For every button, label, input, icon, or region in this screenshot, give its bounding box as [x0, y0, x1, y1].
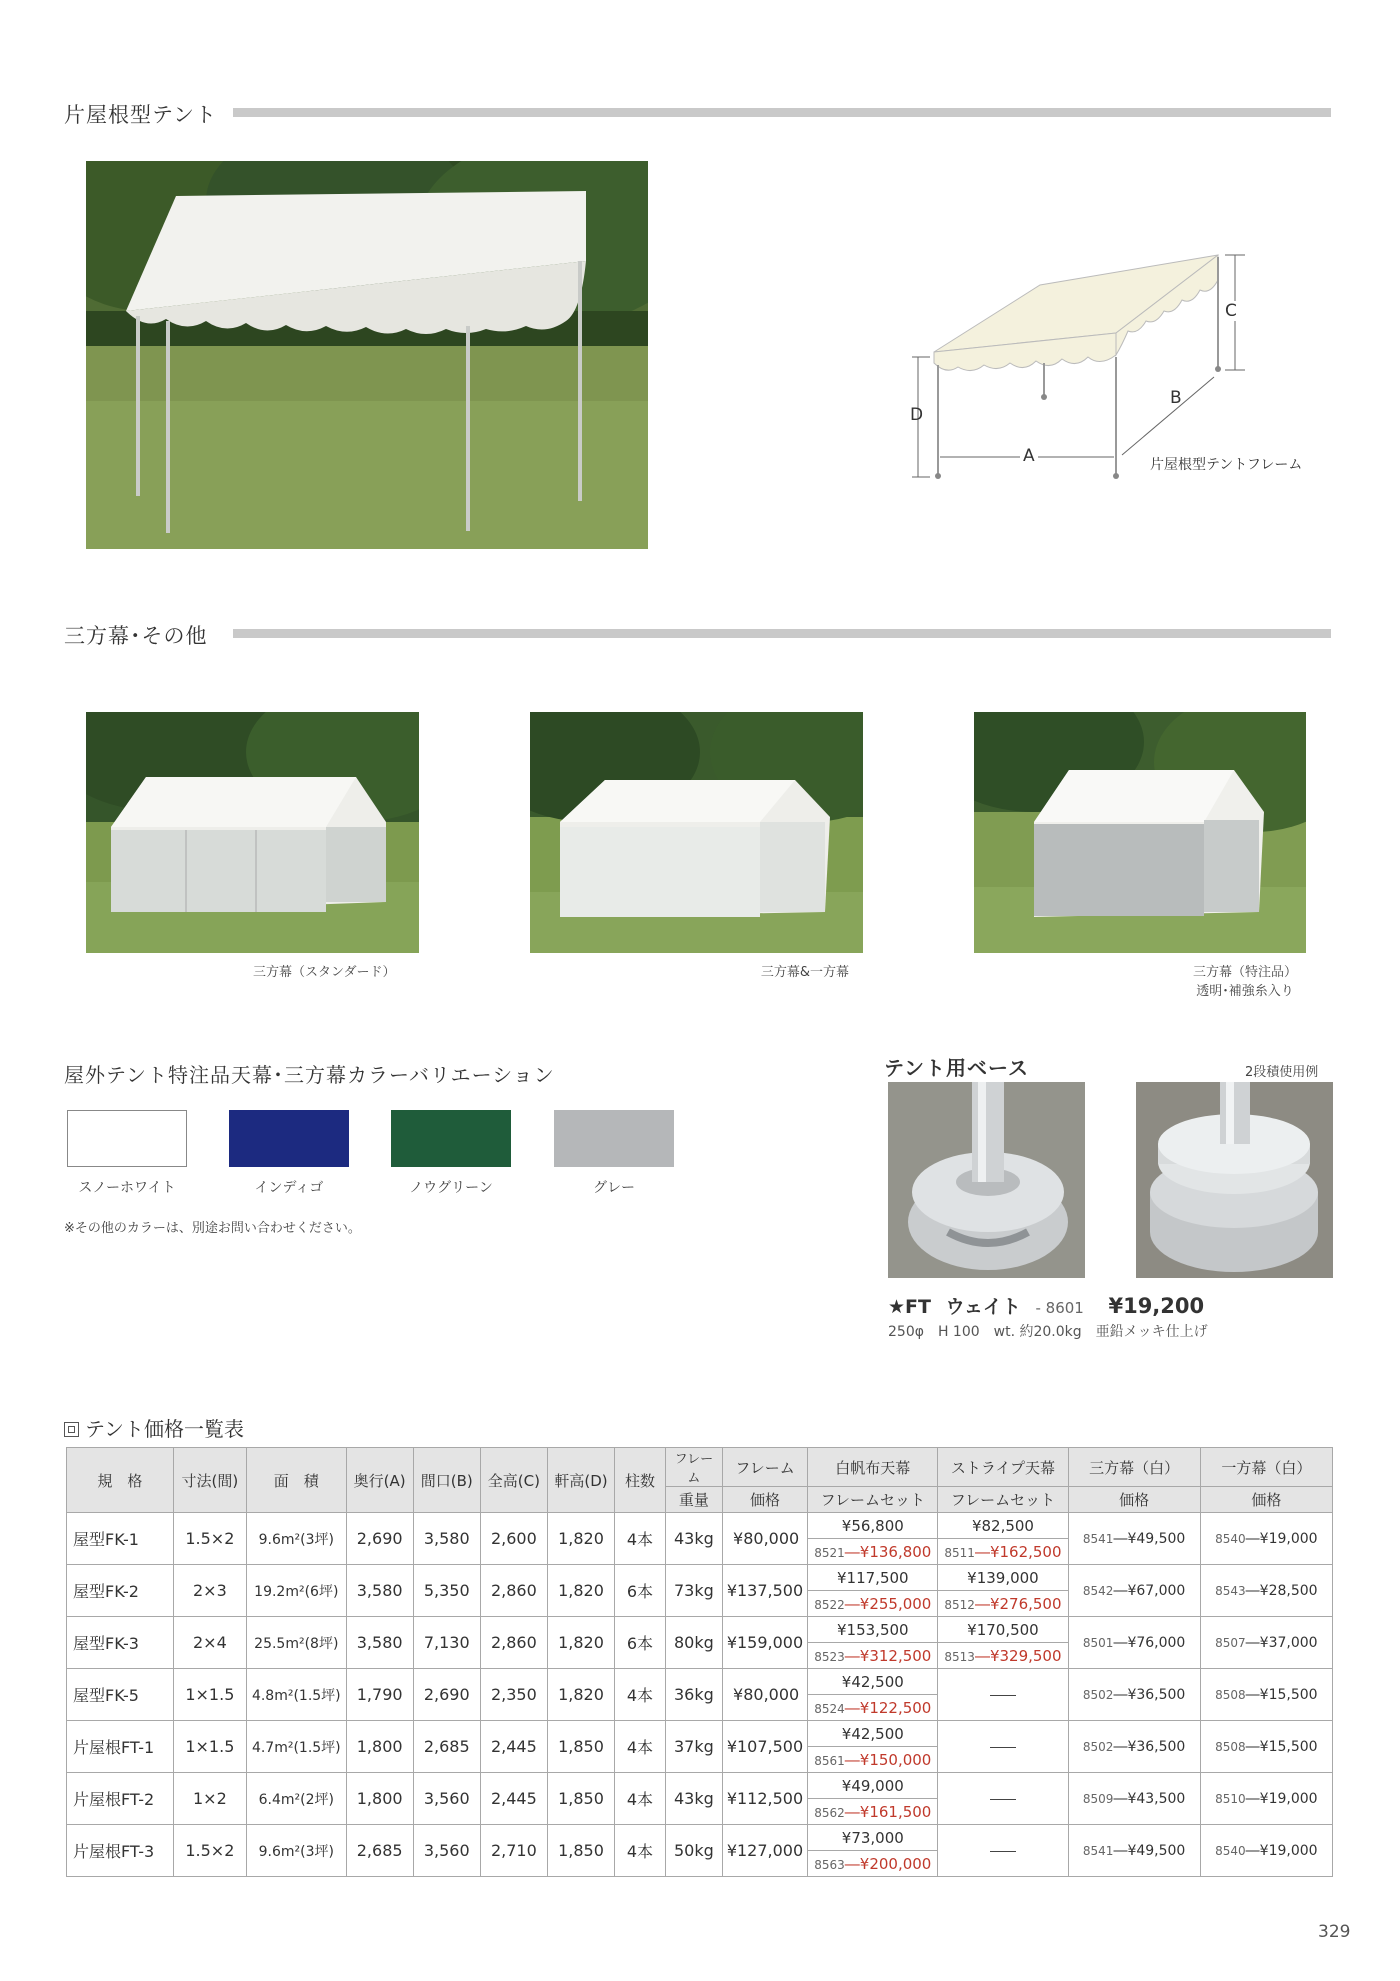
- shiro-set-price: ¥122,500: [859, 1698, 932, 1717]
- shiro-set-price: ¥136,800: [859, 1542, 932, 1561]
- cell-menseki: 4.7m²(1.5坪): [246, 1721, 346, 1773]
- sanpo-code: 8542: [1082, 1583, 1114, 1598]
- cell-nokidaka: 1,850: [547, 1773, 614, 1825]
- cell-nokidaka: 1,820: [547, 1565, 614, 1617]
- price-table: [66, 1447, 1333, 1877]
- cell-shiro-set: 8524―¥122,500: [808, 1695, 938, 1721]
- cell-sanpo: 8541―¥49,500: [1068, 1513, 1200, 1565]
- cell-okuyuki: 1,790: [346, 1669, 413, 1721]
- cell-ippo: 8543―¥28,500: [1200, 1565, 1332, 1617]
- shiro-code: 8562: [814, 1805, 845, 1820]
- dim-d-label: D: [910, 405, 924, 425]
- shiro-code: 8563: [814, 1857, 845, 1872]
- weight-name: ウェイト: [945, 1296, 1021, 1318]
- cell-hashira: 6本: [615, 1617, 666, 1669]
- frame-diagram-label: 片屋根型テントフレーム: [1150, 457, 1303, 473]
- cell-zendaka: 2,860: [480, 1565, 547, 1617]
- swatch-label: スノーホワイト: [78, 1180, 176, 1196]
- header-menseki: 面 積: [246, 1448, 346, 1513]
- cell-weight: 50kg: [665, 1825, 722, 1877]
- header-sanpo-sub: 価格: [1068, 1487, 1200, 1513]
- table-row: [67, 1565, 1333, 1591]
- cell-stripe-set: 8512―¥276,500: [938, 1591, 1068, 1617]
- cell-shiro-price: ¥42,500: [808, 1669, 938, 1695]
- cell-ippo: 8508―¥15,500: [1200, 1721, 1332, 1773]
- cell-maguchi: 3,580: [413, 1513, 480, 1565]
- cell-stripe-price: ¥82,500: [938, 1513, 1068, 1539]
- section-divider: [233, 629, 1331, 638]
- cell-shiro-set: 8521―¥136,800: [808, 1539, 938, 1565]
- frame-diagram: [900, 245, 1320, 485]
- table-row: [67, 1773, 1333, 1799]
- cell-maguchi: 3,560: [413, 1773, 480, 1825]
- ippo-code: 8510: [1215, 1791, 1246, 1806]
- stripe-code: 8512: [944, 1597, 975, 1612]
- dash-mark: [990, 1799, 1016, 1800]
- cell-shiro-price: ¥153,500: [808, 1617, 938, 1643]
- page-number: 329: [1318, 1922, 1351, 1942]
- weight-price: ¥19,200: [1108, 1294, 1205, 1318]
- cell-weight: 36kg: [665, 1669, 722, 1721]
- cell-shiro-set: 8522―¥255,000: [808, 1591, 938, 1617]
- cell-sanpo: 8541―¥49,500: [1068, 1825, 1200, 1877]
- sanpo-price: ¥36,500: [1127, 1738, 1186, 1755]
- swatch-green: [391, 1110, 511, 1167]
- cell-maguchi: 5,350: [413, 1565, 480, 1617]
- cell-shiro-set: 8563―¥200,000: [808, 1851, 938, 1877]
- cell-sunpo: 1.5×2: [173, 1513, 246, 1565]
- header-stripe: ストライプ天幕: [938, 1448, 1068, 1487]
- dash-mark: [990, 1695, 1016, 1696]
- header-shiro-sub: フレームセット: [808, 1487, 938, 1513]
- cell-stripe-price: ¥170,500: [938, 1617, 1068, 1643]
- cell-okuyuki: 2,690: [346, 1513, 413, 1565]
- cell-maguchi: 2,690: [413, 1669, 480, 1721]
- cell-weight: 37kg: [665, 1721, 722, 1773]
- swatch-snow-white: [67, 1110, 187, 1167]
- ippo-price: ¥15,500: [1259, 1686, 1318, 1703]
- cell-kikaku: 屋型FK-3: [67, 1617, 174, 1669]
- cell-weight: 73kg: [665, 1565, 722, 1617]
- cell-shiro-price: ¥49,000: [808, 1773, 938, 1799]
- ippo-price: ¥19,000: [1259, 1530, 1318, 1547]
- cell-menseki: 19.2m²(6坪): [246, 1565, 346, 1617]
- dim-a-label: A: [1020, 446, 1038, 466]
- cell-hashira: 4本: [615, 1669, 666, 1721]
- cell-weight: 43kg: [665, 1513, 722, 1565]
- cell-frame-price: ¥80,000: [722, 1669, 807, 1721]
- cell-hashira: 4本: [615, 1513, 666, 1565]
- cell-frame-price: ¥112,500: [722, 1773, 807, 1825]
- base-example-label: 2段積使用例: [1245, 1065, 1319, 1080]
- stripe-set-price: ¥276,500: [989, 1594, 1062, 1613]
- section-title-base: テント用ベース: [884, 1056, 1029, 1080]
- cell-zendaka: 2,445: [480, 1773, 547, 1825]
- header-nokidaka: 軒高(D): [547, 1448, 614, 1513]
- cell-menseki: 6.4m²(2坪): [246, 1773, 346, 1825]
- cell-stripe-set: 8513―¥329,500: [938, 1643, 1068, 1669]
- shiro-code: 8521: [814, 1545, 845, 1560]
- cell-shiro-set: 8561―¥150,000: [808, 1747, 938, 1773]
- cell-zendaka: 2,350: [480, 1669, 547, 1721]
- shiro-set-price: ¥161,500: [859, 1802, 932, 1821]
- cell-sunpo: 2×4: [173, 1617, 246, 1669]
- cell-menseki: 25.5m²(8坪): [246, 1617, 346, 1669]
- photo-caption: 三方幕&一方幕: [760, 965, 850, 980]
- header-shiro: 白帆布天幕: [808, 1448, 938, 1487]
- sanpo-price: ¥49,500: [1127, 1842, 1186, 1859]
- cell-hashira: 6本: [615, 1565, 666, 1617]
- sanpo-tokuchu-photo: [974, 712, 1306, 953]
- cell-maguchi: 3,560: [413, 1825, 480, 1877]
- stripe-code: 8513: [944, 1649, 975, 1664]
- cell-stripe-empty: [938, 1721, 1068, 1773]
- ippo-price: ¥15,500: [1259, 1738, 1318, 1755]
- ippo-price: ¥19,000: [1259, 1790, 1318, 1807]
- cell-ippo: 8540―¥19,000: [1200, 1825, 1332, 1877]
- ippo-code: 8540: [1215, 1531, 1246, 1546]
- cell-frame-price: ¥159,000: [722, 1617, 807, 1669]
- shiro-set-price: ¥312,500: [859, 1646, 932, 1665]
- shiro-code: 8561: [814, 1753, 845, 1768]
- cell-sunpo: 1×2: [173, 1773, 246, 1825]
- ippo-code: 8507: [1215, 1635, 1246, 1650]
- photo-caption: 三方幕（特注品）: [1192, 965, 1297, 980]
- cell-weight: 80kg: [665, 1617, 722, 1669]
- cell-shiro-price: ¥117,500: [808, 1565, 938, 1591]
- cell-hashira: 4本: [615, 1721, 666, 1773]
- header-ippo-sub: 価格: [1200, 1487, 1332, 1513]
- table-row: [67, 1721, 1333, 1747]
- swatch-label: ノウグリーン: [409, 1180, 493, 1196]
- cell-sanpo: 8502―¥36,500: [1068, 1721, 1200, 1773]
- stripe-set-price: ¥329,500: [989, 1646, 1062, 1665]
- cell-ippo: 8540―¥19,000: [1200, 1513, 1332, 1565]
- cell-stripe-empty: [938, 1669, 1068, 1721]
- photo-caption: 三方幕（スタンダード）: [253, 965, 396, 980]
- section-title-table: [64, 1413, 244, 1442]
- ippo-code: 8543: [1215, 1583, 1246, 1598]
- cell-okuyuki: 3,580: [346, 1565, 413, 1617]
- cell-kikaku: 片屋根FT-2: [67, 1773, 174, 1825]
- cell-okuyuki: 3,580: [346, 1617, 413, 1669]
- cell-shiro-set: 8562―¥161,500: [808, 1799, 938, 1825]
- sanpo-price: ¥76,000: [1127, 1634, 1186, 1651]
- sanpo-price: ¥67,000: [1127, 1582, 1186, 1599]
- ippo-price: ¥28,500: [1259, 1582, 1318, 1599]
- section-divider: [233, 108, 1331, 117]
- cell-sunpo: 2×3: [173, 1565, 246, 1617]
- kataya-tent-photo: [86, 161, 648, 549]
- shiro-set-price: ¥255,000: [859, 1594, 932, 1613]
- cell-hashira: 4本: [615, 1773, 666, 1825]
- cell-stripe-price: ¥139,000: [938, 1565, 1068, 1591]
- header-ippo: 一方幕（白）: [1200, 1448, 1332, 1487]
- dash-mark: [990, 1747, 1016, 1748]
- header-maguchi: 間口(B): [413, 1448, 480, 1513]
- cell-frame-price: ¥127,000: [722, 1825, 807, 1877]
- sanpo-code: 8501: [1082, 1635, 1114, 1650]
- sanpo-code: 8502: [1082, 1687, 1114, 1702]
- cell-kikaku: 片屋根FT-1: [67, 1721, 174, 1773]
- table-row: [67, 1825, 1333, 1851]
- swatch-gray: [554, 1110, 674, 1167]
- header-frame-weight-sub: 重量: [665, 1487, 722, 1513]
- cell-nokidaka: 1,820: [547, 1513, 614, 1565]
- cell-ippo: 8510―¥19,000: [1200, 1773, 1332, 1825]
- weight-spec: 250φ H 100 wt. 約20.0kg 亜鉛メッキ仕上げ: [888, 1324, 1208, 1340]
- cell-shiro-set: 8523―¥312,500: [808, 1643, 938, 1669]
- sanpo-code: 8541: [1082, 1531, 1114, 1546]
- square-icon: [64, 1422, 79, 1437]
- cell-weight: 43kg: [665, 1773, 722, 1825]
- ippo-code: 8508: [1215, 1739, 1246, 1754]
- cell-stripe-empty: [938, 1773, 1068, 1825]
- table-title-text: テント価格一覧表: [85, 1417, 244, 1441]
- cell-nokidaka: 1,850: [547, 1825, 614, 1877]
- sanpo-code: 8509: [1082, 1791, 1114, 1806]
- cell-maguchi: 7,130: [413, 1617, 480, 1669]
- stripe-set-price: ¥162,500: [989, 1542, 1062, 1561]
- swatch-label: グレー: [593, 1180, 635, 1196]
- sanpo-code: 8541: [1082, 1843, 1114, 1858]
- sanpo-standard-photo: [86, 712, 419, 953]
- header-frame-weight: フレーム: [665, 1448, 722, 1487]
- dim-c-label: C: [1225, 301, 1237, 321]
- weight-photo: [888, 1082, 1085, 1278]
- ippo-price: ¥19,000: [1259, 1842, 1318, 1859]
- table-row: [67, 1513, 1333, 1539]
- swatch-label: インディゴ: [254, 1180, 324, 1196]
- cell-zendaka: 2,860: [480, 1617, 547, 1669]
- table-row: [67, 1617, 1333, 1643]
- cell-zendaka: 2,710: [480, 1825, 547, 1877]
- header-zendaka: 全高(C): [480, 1448, 547, 1513]
- cell-nokidaka: 1,820: [547, 1669, 614, 1721]
- cell-menseki: 9.6m²(3坪): [246, 1825, 346, 1877]
- color-note: ※その他のカラーは、別途お問い合わせください。: [64, 1221, 361, 1236]
- header-frame-price-sub: 価格: [722, 1487, 807, 1513]
- section-title-kataya: 片屋根型テント: [64, 103, 217, 127]
- cell-sanpo: 8542―¥67,000: [1068, 1565, 1200, 1617]
- ippo-code: 8540: [1215, 1843, 1246, 1858]
- sanpo-code: 8502: [1082, 1739, 1114, 1754]
- cell-sanpo: 8509―¥43,500: [1068, 1773, 1200, 1825]
- cell-zendaka: 2,445: [480, 1721, 547, 1773]
- weight-title: [888, 1292, 1204, 1319]
- sanpo-price: ¥36,500: [1127, 1686, 1186, 1703]
- cell-zendaka: 2,600: [480, 1513, 547, 1565]
- cell-nokidaka: 1,850: [547, 1721, 614, 1773]
- weight-code: - 8601: [1035, 1299, 1084, 1317]
- cell-kikaku: 屋型FK-1: [67, 1513, 174, 1565]
- shiro-code: 8522: [814, 1597, 845, 1612]
- sanpo-price: ¥49,500: [1127, 1530, 1186, 1547]
- cell-maguchi: 2,685: [413, 1721, 480, 1773]
- cell-sunpo: 1.5×2: [173, 1825, 246, 1877]
- cell-okuyuki: 1,800: [346, 1721, 413, 1773]
- cell-shiro-price: ¥56,800: [808, 1513, 938, 1539]
- dash-mark: [990, 1851, 1016, 1852]
- header-sunpo: 寸法(間): [173, 1448, 246, 1513]
- dim-b-label: B: [1170, 388, 1182, 408]
- header-kikaku: 規 格: [67, 1448, 174, 1513]
- cell-shiro-price: ¥42,500: [808, 1721, 938, 1747]
- table-row: [67, 1669, 1333, 1695]
- section-title-sanpo: 三方幕･その他: [64, 624, 208, 648]
- cell-nokidaka: 1,820: [547, 1617, 614, 1669]
- header-stripe-sub: フレームセット: [938, 1487, 1068, 1513]
- ippo-price: ¥37,000: [1259, 1634, 1318, 1651]
- cell-sanpo: 8502―¥36,500: [1068, 1669, 1200, 1721]
- ippo-code: 8508: [1215, 1687, 1246, 1702]
- header-frame-price: フレーム: [722, 1448, 807, 1487]
- cell-ippo: 8508―¥15,500: [1200, 1669, 1332, 1721]
- shiro-set-price: ¥150,000: [859, 1750, 932, 1769]
- cell-hashira: 4本: [615, 1825, 666, 1877]
- cell-shiro-price: ¥73,000: [808, 1825, 938, 1851]
- shiro-code: 8523: [814, 1649, 845, 1664]
- header-sanpo: 三方幕（白）: [1068, 1448, 1200, 1487]
- cell-ippo: 8507―¥37,000: [1200, 1617, 1332, 1669]
- cell-kikaku: 片屋根FT-3: [67, 1825, 174, 1877]
- sanpo-ippo-photo: [530, 712, 863, 953]
- cell-okuyuki: 2,685: [346, 1825, 413, 1877]
- cell-menseki: 4.8m²(1.5坪): [246, 1669, 346, 1721]
- cell-frame-price: ¥107,500: [722, 1721, 807, 1773]
- header-hashira: 柱数: [615, 1448, 666, 1513]
- cell-sanpo: 8501―¥76,000: [1068, 1617, 1200, 1669]
- cell-kikaku: 屋型FK-2: [67, 1565, 174, 1617]
- weight-star: ★FT: [888, 1296, 931, 1318]
- cell-stripe-empty: [938, 1825, 1068, 1877]
- header-okuyuki: 奥行(A): [346, 1448, 413, 1513]
- sanpo-price: ¥43,500: [1127, 1790, 1186, 1807]
- cell-frame-price: ¥80,000: [722, 1513, 807, 1565]
- cell-sunpo: 1×1.5: [173, 1669, 246, 1721]
- cell-kikaku: 屋型FK-5: [67, 1669, 174, 1721]
- weight-stacked-photo: [1136, 1082, 1333, 1278]
- cell-stripe-set: 8511―¥162,500: [938, 1539, 1068, 1565]
- shiro-set-price: ¥200,000: [859, 1854, 932, 1873]
- section-title-colors: 屋外テント特注品天幕･三方幕カラーバリエーション: [64, 1063, 555, 1087]
- cell-menseki: 9.6m²(3坪): [246, 1513, 346, 1565]
- cell-frame-price: ¥137,500: [722, 1565, 807, 1617]
- swatch-indigo: [229, 1110, 349, 1167]
- stripe-code: 8511: [944, 1545, 975, 1560]
- photo-caption: 透明･補強糸入り: [1196, 984, 1294, 999]
- cell-sunpo: 1×1.5: [173, 1721, 246, 1773]
- shiro-code: 8524: [814, 1701, 845, 1716]
- cell-okuyuki: 1,800: [346, 1773, 413, 1825]
